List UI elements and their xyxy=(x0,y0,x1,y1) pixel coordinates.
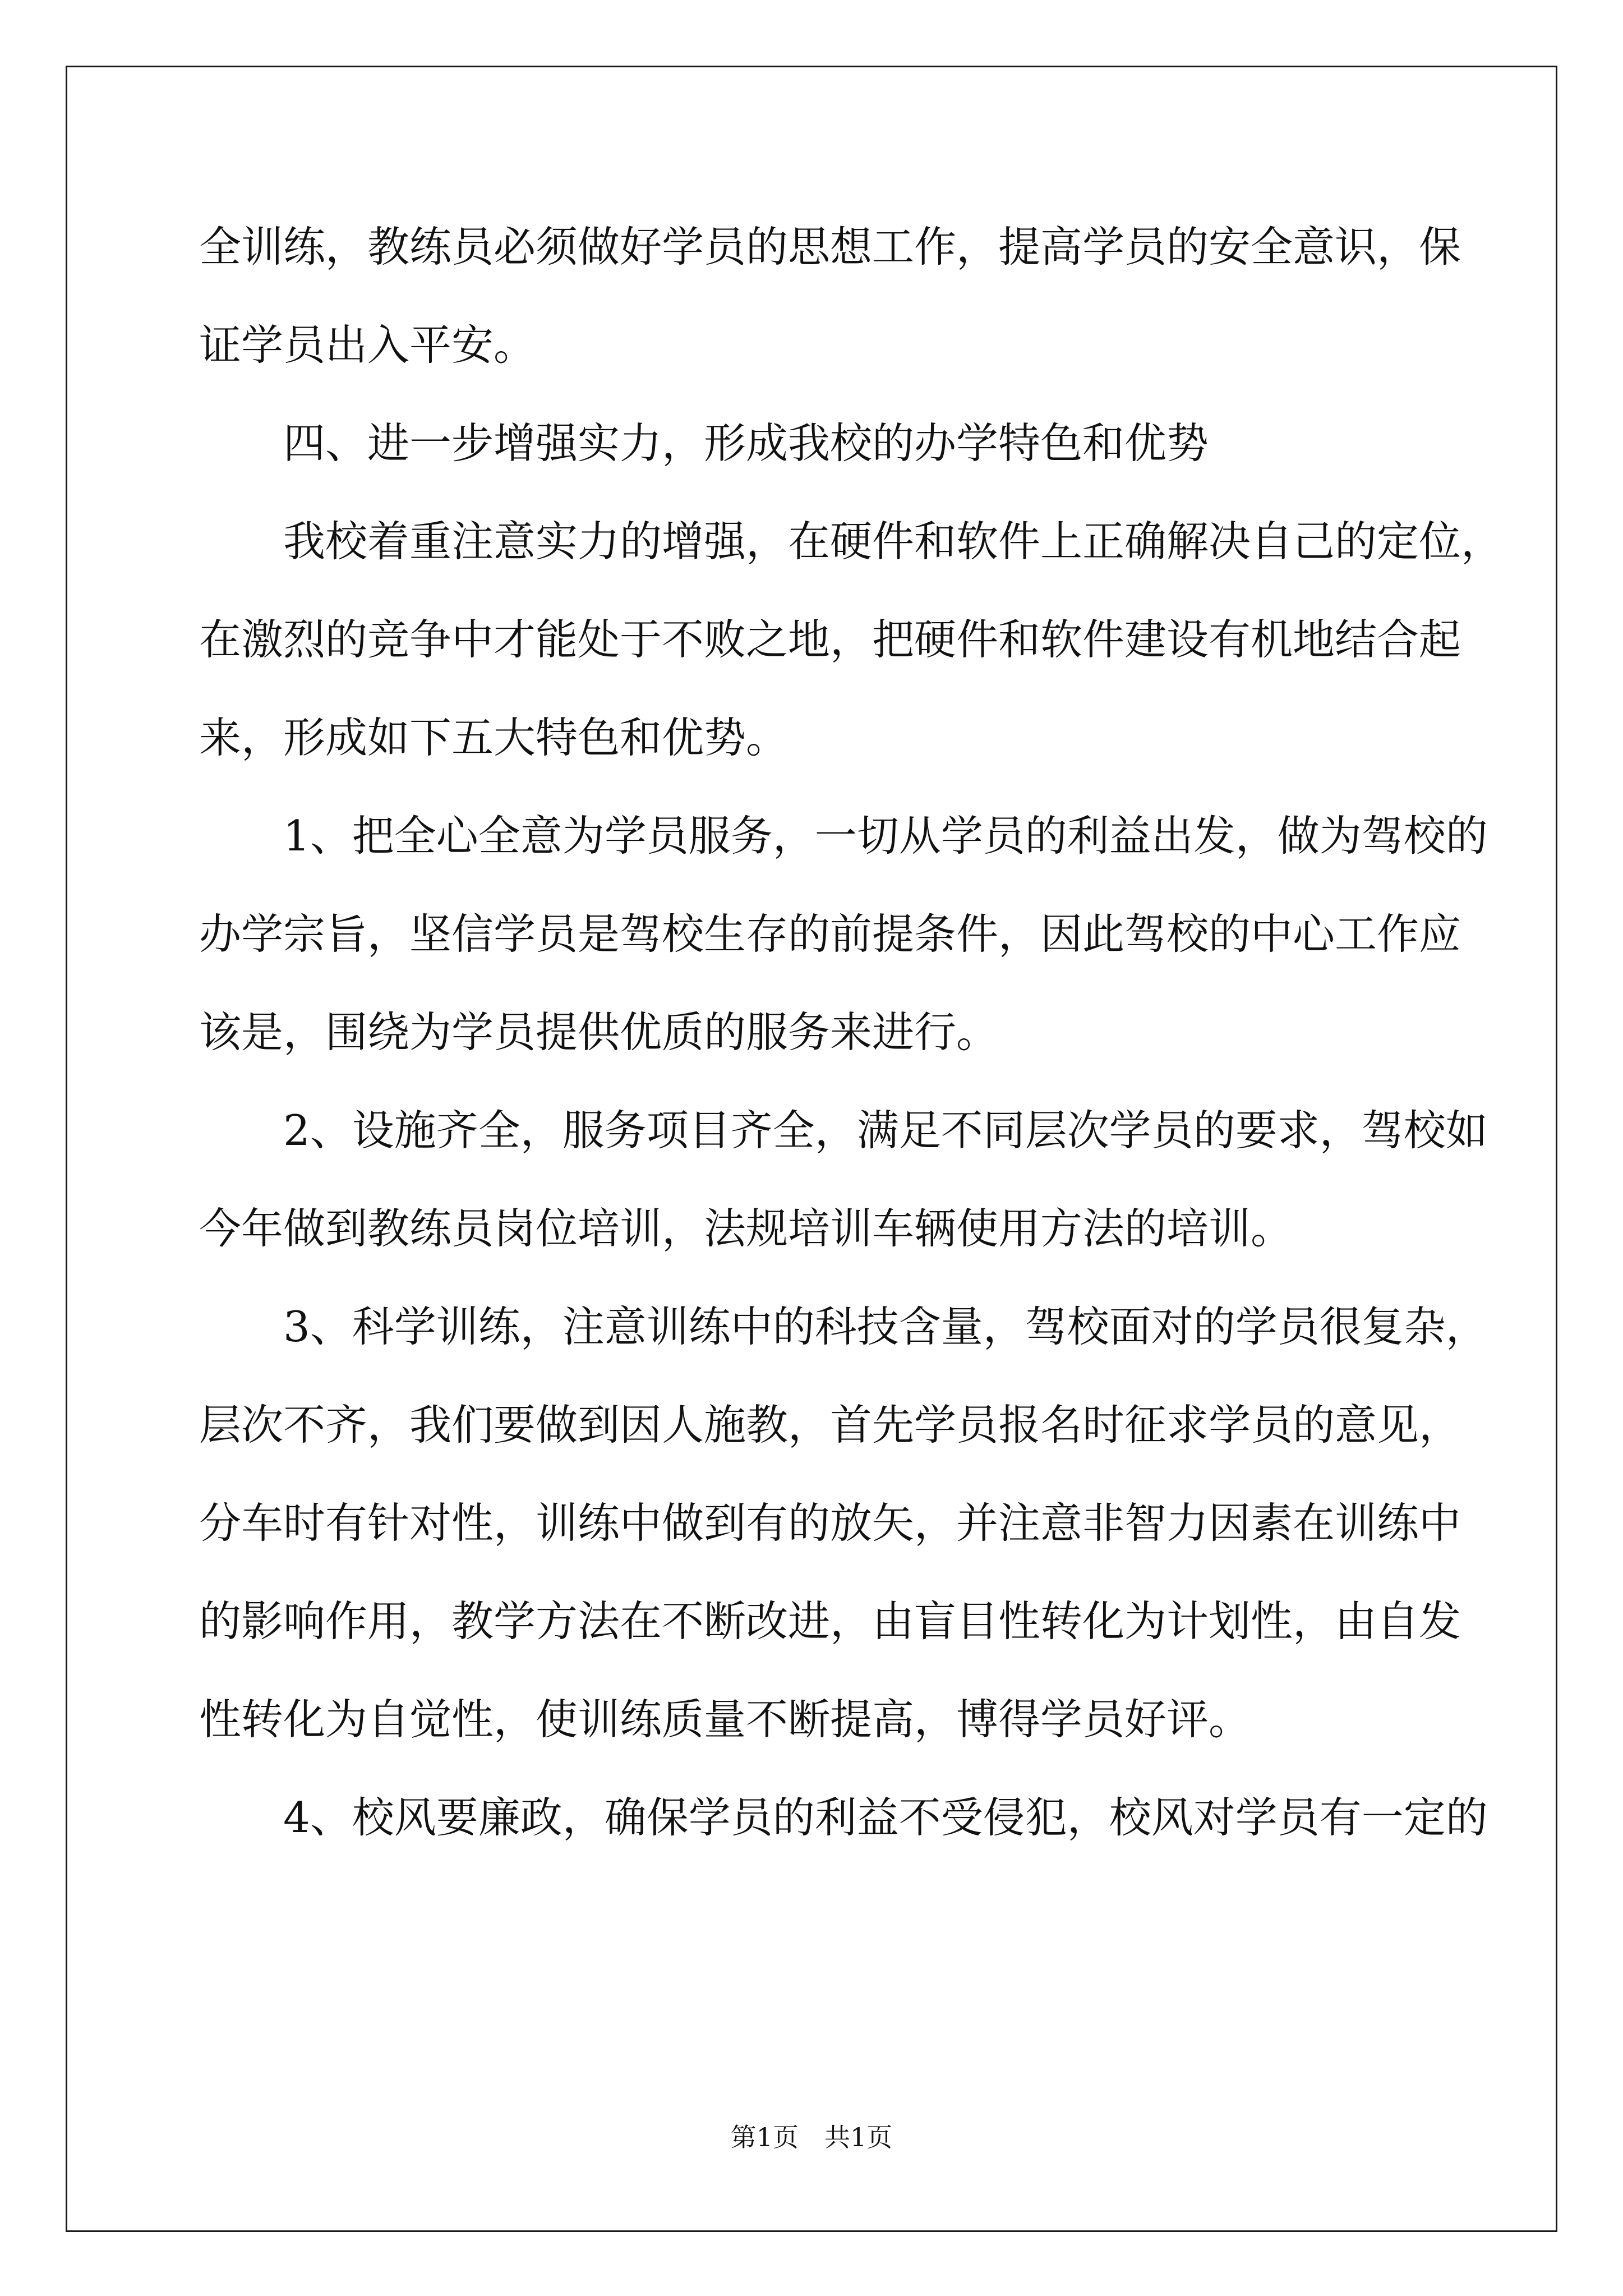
body-line-14: 分车时有针对性，训练中做到有的放矢，并注意非智力因素在训练中 xyxy=(199,1498,1461,1548)
body-line-7: 1、把全心全意为学员服务，一切从学员的利益出发，做为驾校的 xyxy=(283,811,1488,861)
page-number-footer: 第1页 共1页 xyxy=(730,2122,893,2152)
body-line-15: 的影响作用，教学方法在不断改进，由盲目性转化为计划性，由自发 xyxy=(199,1596,1461,1646)
section-heading: 四、进一步增强实力，形成我校的办学特色和优势 xyxy=(283,418,1209,468)
body-line-10: 2、设施齐全，服务项目齐全，满足不同层次学员的要求，驾校如 xyxy=(283,1106,1488,1155)
body-line-4: 我校着重注意实力的增强，在硬件和软件上正确解决自己的定位， xyxy=(283,517,1504,566)
body-line-9: 该是，围绕为学员提供优质的服务来进行。 xyxy=(199,1007,999,1057)
body-line-1: 全训练，教练员必须做好学员的思想工作，提高学员的安全意识，保 xyxy=(199,222,1461,272)
body-line-6: 来，形成如下五大特色和优势。 xyxy=(199,713,789,762)
body-line-8: 办学宗旨，坚信学员是驾校生存的前提条件，因此驾校的中心工作应 xyxy=(199,909,1461,959)
body-line-12: 3、科学训练，注意训练中的科技含量，驾校面对的学员很复杂， xyxy=(283,1302,1488,1351)
body-line-16: 性转化为自觉性，使训练质量不断提高，博得学员好评。 xyxy=(199,1695,1251,1744)
body-line-13: 层次不齐，我们要做到因人施教，首先学员报名时征求学员的意见， xyxy=(199,1400,1461,1450)
body-line-11: 今年做到教练员岗位培训，法规培训车辆使用方法的培训。 xyxy=(199,1204,1293,1253)
body-line-2: 证学员出入平安。 xyxy=(199,320,536,370)
body-line-17: 4、校风要廉政，确保学员的利益不受侵犯，校风对学员有一定的 xyxy=(283,1793,1488,1842)
body-line-5: 在激烈的竞争中才能处于不败之地，把硬件和软件建设有机地结合起 xyxy=(199,615,1461,664)
